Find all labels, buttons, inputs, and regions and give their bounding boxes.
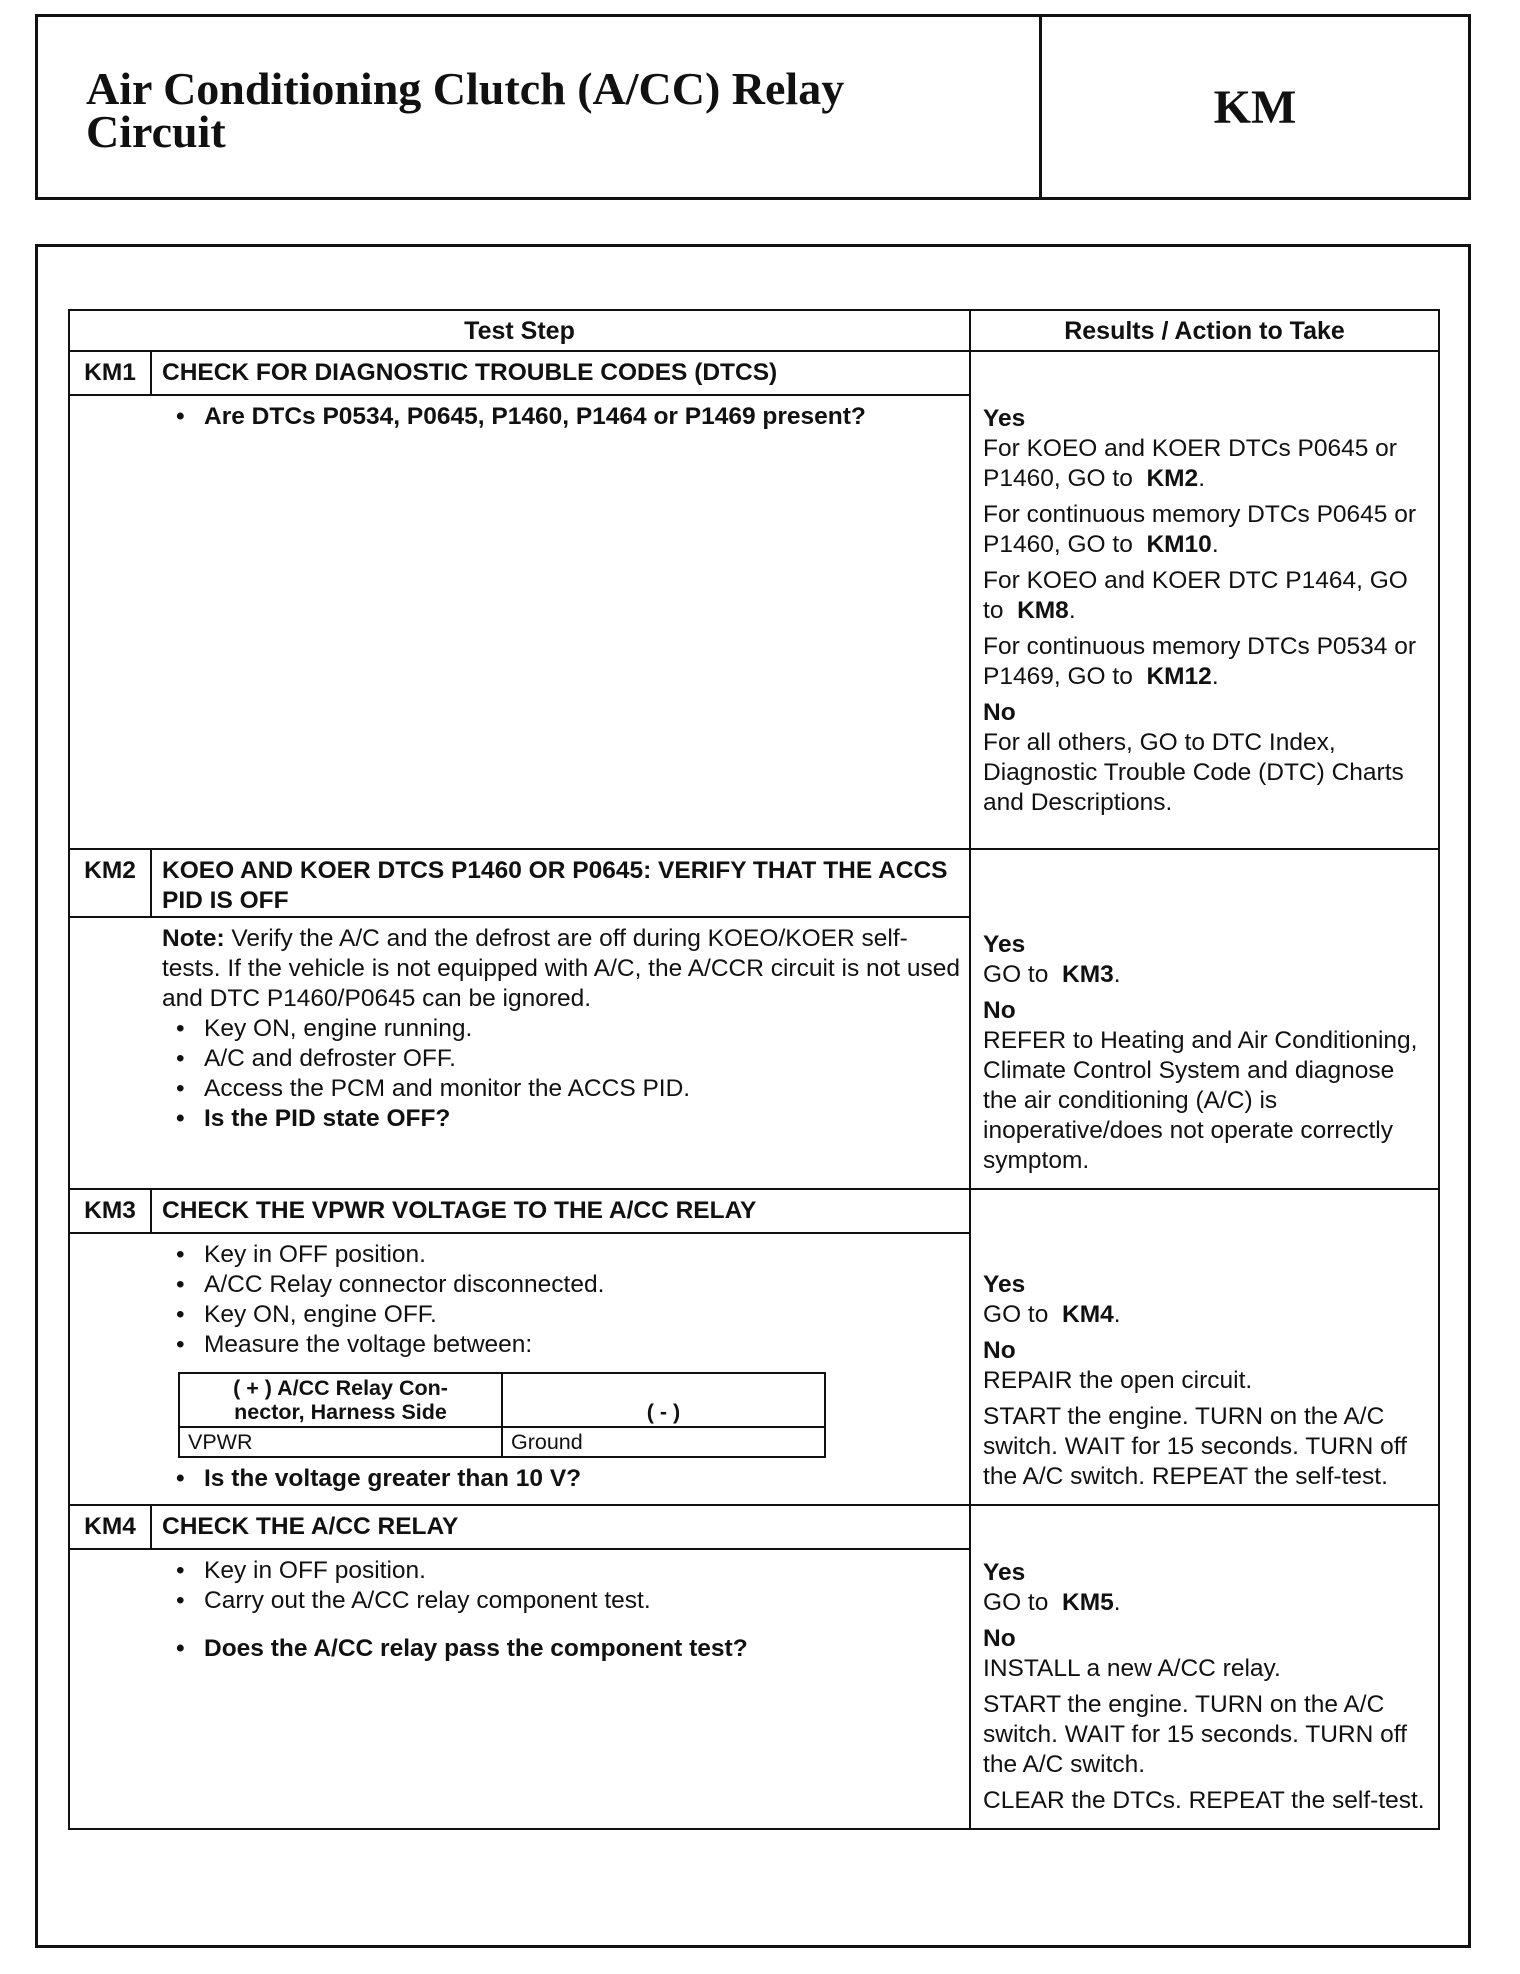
step-id: KM1 — [69, 351, 151, 395]
results-cell — [970, 351, 1439, 849]
step-title-row — [69, 1505, 1439, 1549]
title-cell — [38, 17, 1042, 197]
measurement-header-row — [179, 1373, 825, 1427]
results-cell — [970, 1505, 1439, 1829]
result-yes-label: Yes — [983, 405, 1026, 432]
step-reference: KM5 — [1062, 1589, 1114, 1616]
step-instructions — [162, 1556, 961, 1616]
step-title-row — [69, 1189, 1439, 1233]
result-text-part: . — [1198, 465, 1205, 492]
result-text-part: GO to — [983, 961, 1049, 988]
result-yes-label: Yes — [983, 1271, 1026, 1298]
measurement-row — [179, 1427, 825, 1457]
result-text — [983, 960, 1432, 990]
step-instructions — [162, 402, 961, 432]
column-header-test-step: Test Step — [69, 310, 970, 351]
result-text-part: . — [1211, 663, 1219, 690]
step-note — [162, 924, 961, 1014]
result-text — [983, 632, 1432, 692]
result-text — [983, 566, 1432, 626]
section-code: KM — [1213, 80, 1297, 134]
result-text — [983, 500, 1432, 560]
result-text: START the engine. TURN on the A/C switch. WAIT for 15 seconds. TURN off the A/C switch. REPEAT the self-test. — [983, 1403, 1407, 1490]
result-no-label: No — [983, 1337, 1016, 1364]
step-instruction: • Key ON, engine OFF. — [162, 1300, 961, 1330]
step-title: CHECK THE A/CC RELAY — [151, 1505, 970, 1549]
result-no-label: No — [983, 1625, 1016, 1652]
step-body — [69, 917, 970, 1189]
measurement-negative-value: Ground — [502, 1427, 825, 1457]
result-text-part: . — [1211, 531, 1219, 558]
step-title: KOEO AND KOER DTCS P1460 OR P0645: VERIFY THAT THE ACCS PID IS OFF — [151, 849, 970, 917]
result-text-part: GO to — [983, 1589, 1049, 1616]
result-text-part: For KOEO and KOER DTCs P0645 or P1460, GO to — [983, 435, 1397, 492]
step-question: • Is the voltage greater than 10 V? — [162, 1464, 961, 1494]
step-instruction: • A/C and defroster OFF. — [162, 1044, 961, 1074]
result-text — [983, 434, 1432, 494]
step-instruction: • Key in OFF position. — [162, 1240, 961, 1270]
result-text-part: For KOEO and KOER DTC P1464, GO to — [983, 567, 1408, 624]
result-text-part: GO to — [983, 1301, 1049, 1328]
step-title-row — [69, 849, 1439, 917]
result-text: REPAIR the open circuit. — [983, 1367, 1253, 1394]
result-text-part: . — [1113, 1589, 1121, 1616]
result-yes-label: Yes — [983, 1559, 1026, 1586]
step-instruction: • Key in OFF position. — [162, 1556, 961, 1586]
table-header-row — [69, 310, 1439, 351]
step-question: • Does the A/CC relay pass the component test? — [162, 1634, 961, 1664]
note-label: Note: — [162, 925, 225, 952]
step-body — [69, 395, 970, 849]
step-body — [69, 1233, 970, 1505]
step-instructions — [162, 1014, 961, 1134]
result-text: INSTALL a new A/CC relay. — [983, 1655, 1281, 1682]
title-box — [35, 14, 1471, 200]
result-text: START the engine. TURN on the A/C switch. WAIT for 15 seconds. TURN off the A/C switch. — [983, 1691, 1407, 1778]
step-title: CHECK FOR DIAGNOSTIC TROUBLE CODES (DTCS) — [151, 351, 970, 395]
step-instructions — [162, 1240, 961, 1360]
step-instruction: • Carry out the A/CC relay component test. — [162, 1586, 961, 1616]
step-instruction: • Key ON, engine running. — [162, 1014, 961, 1044]
step-question: • Are DTCs P0534, P0645, P1460, P1464 or P1469 present? — [162, 402, 961, 432]
result-no-label: No — [983, 699, 1016, 726]
result-text-part: . — [1113, 961, 1121, 988]
step-instructions — [162, 1634, 961, 1664]
result-text-part: . — [1068, 597, 1076, 624]
step-reference: KM2 — [1146, 465, 1199, 492]
note-text: Verify the A/C and the defrost are off during KOEO/KOER self-tests. If the vehicle is not equipped with A/C, the A/CCR circuit is not used and DTC P1460/P0645 can be ignored. — [162, 925, 961, 1012]
measurement-header-positive: ( + ) A/CC Relay Con- nector, Harness Side — [179, 1373, 502, 1427]
step-title: CHECK THE VPWR VOLTAGE TO THE A/CC RELAY — [151, 1189, 970, 1233]
step-body — [69, 1549, 970, 1829]
measurement-table — [178, 1372, 826, 1458]
step-instruction: • A/CC Relay connector disconnected. — [162, 1270, 961, 1300]
result-yes-label: Yes — [983, 931, 1026, 958]
pinpoint-test-table — [68, 309, 1440, 1830]
step-instructions — [162, 1464, 961, 1494]
result-text-part: For continuous memory DTCs P0534 or P1469, GO to — [983, 633, 1417, 690]
step-instruction: • Measure the voltage between: — [162, 1330, 961, 1360]
result-text-part: . — [1113, 1301, 1121, 1328]
measurement-header-negative: ( - ) — [502, 1373, 825, 1427]
step-reference: KM10 — [1146, 531, 1212, 558]
result-text: For all others, GO to DTC Index, Diagnostic Trouble Code (DTC) Charts and Descriptions. — [983, 729, 1404, 816]
result-text: CLEAR the DTCs. REPEAT the self-test. — [983, 1787, 1425, 1814]
measurement-positive-value: VPWR — [179, 1427, 502, 1457]
step-id: KM3 — [69, 1189, 151, 1233]
step-reference: KM3 — [1062, 961, 1114, 988]
step-title-row — [69, 351, 1439, 395]
step-question: • Is the PID state OFF? — [162, 1104, 961, 1134]
result-text — [983, 1300, 1432, 1330]
step-instruction: • Access the PCM and monitor the ACCS PID. — [162, 1074, 961, 1104]
results-cell — [970, 849, 1439, 1189]
step-reference: KM4 — [1062, 1301, 1114, 1328]
result-text: REFER to Heating and Air Conditioning, Climate Control System and diagnose the air conditioning (A/C) is inoperative/does not operate correctly symptom. — [983, 1027, 1418, 1174]
step-reference: KM12 — [1146, 663, 1212, 690]
spacer — [162, 1616, 961, 1634]
results-cell — [970, 1189, 1439, 1505]
result-text-part: For continuous memory DTCs P0645 or P1460, GO to — [983, 501, 1417, 558]
step-reference: KM8 — [1017, 597, 1069, 624]
page-title: Air Conditioning Clutch (A/CC) Relay Circuit — [86, 63, 845, 157]
column-header-results: Results / Action to Take — [970, 310, 1439, 351]
result-no-label: No — [983, 997, 1016, 1024]
step-id: KM2 — [69, 849, 151, 917]
result-text — [983, 1588, 1432, 1618]
step-id: KM4 — [69, 1505, 151, 1549]
